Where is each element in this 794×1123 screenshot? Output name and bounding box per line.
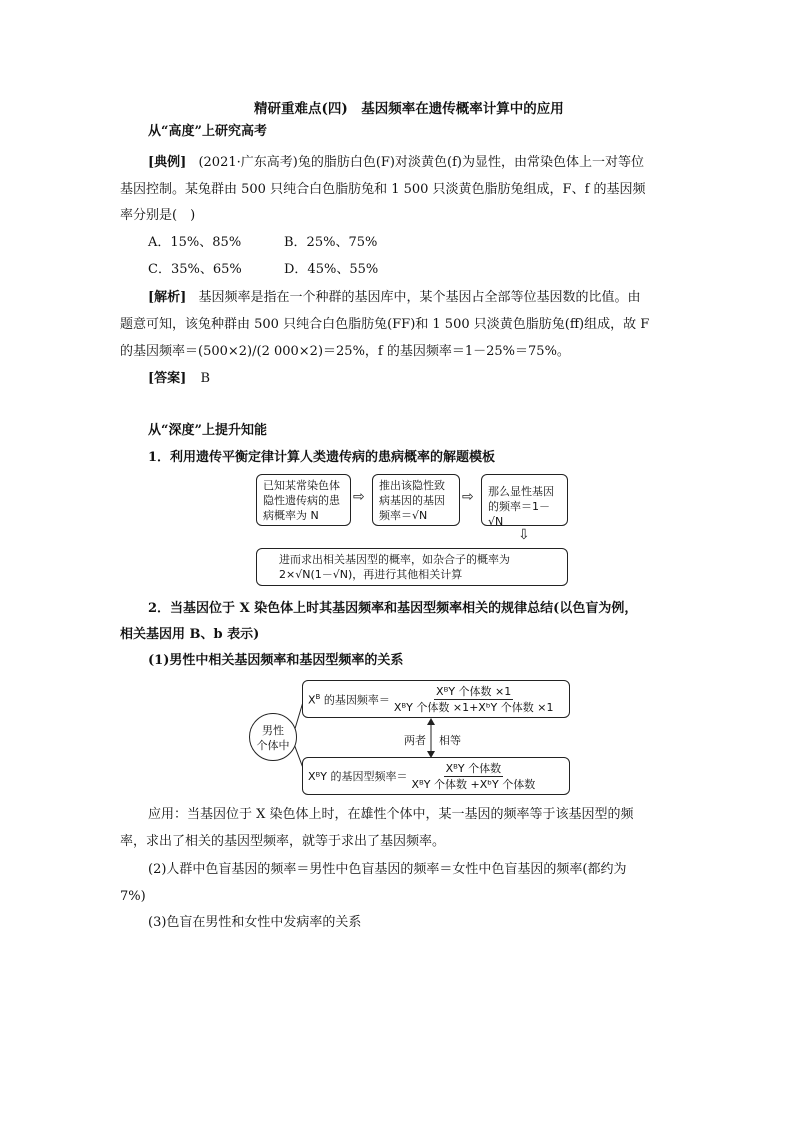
flow-box-1-line-1: 已知某常染色体 [263,479,340,492]
genotype-frequency-fraction [410,761,538,792]
example-tag: [典例] [148,155,187,170]
flow-box-2-line-3: 频率＝√N [379,509,428,522]
application-line-2: 率，求出了相关的基因型频率，就等于求出了基因频率。 [120,834,446,849]
option-d: D．45%、55% [284,262,379,277]
flow-box-4 [256,548,568,586]
flow-arrow-right-1: ⇨ [353,489,365,505]
sub-heading-1: (1)男性中相关基因频率和基因型频率的关系 [148,653,404,668]
flow-box-1-line-3: 病概率为 N [263,509,319,522]
analysis-tag: [解析] [148,290,187,305]
analysis-line-1 [148,289,640,307]
option-c: C．35%、65% [148,262,242,277]
example-source: (2021·广东高考) [198,155,298,170]
application-line-1: 应用：当基因位于 X 染色体上时，在雄性个体中，某一基因的频率等于该基因型的频 [148,807,634,822]
flow-box-1 [256,474,351,526]
flow-box-3-line-1: 那么显性基因 [488,485,554,498]
gene-frequency-numerator: XᴮY 个体数 ×1 [436,684,512,698]
flow-box-4-line-1: 进而求出相关基因型的概率，如杂合子的概率为 [279,553,510,566]
equal-label-right: 相等 [439,734,461,747]
sub-heading-2-line-1: (2)人群中色盲基因的频率＝男性中色盲基因的频率＝女性中色盲基因的频率(都约为 [148,862,627,877]
section-heading-depth: 从“深度”上提升知能 [148,423,267,438]
example-text-1: 兔的脂肪白色(F)对淡黄色(f)为显性，由常染色体上一对等位 [297,155,644,170]
circle-line-1: 男性 [262,724,284,737]
example-line-1 [148,154,644,172]
genotype-frequency-denominator: XᴮY 个体数 +XᵇY 个体数 [411,777,536,791]
option-a: A．15%、85% [148,235,242,250]
flow-box-2 [372,474,460,526]
flow-box-2-line-1: 推出该隐性致 [379,479,445,492]
circle-line-2: 个体中 [256,739,290,752]
male-individuals-circle [249,713,297,761]
gene-frequency-box [302,680,570,718]
sub-heading-2-line-2: 7%) [120,889,146,904]
example-line-2: 基因控制。某兔群由 500 只纯合白色脂肪兔和 1 500 只淡黄色脂肪兔组成，F、f 的基因频 [120,182,646,197]
answer-value: B [200,371,211,386]
analysis-line-3: 的基因频率＝(500×2)/(2 000×2)＝25%，f 的基因频率＝1－25%＝75%。 [120,344,570,359]
point-2-line-2: 相关基因用 B、b 表示) [120,627,260,642]
flow-arrow-down: ⇩ [518,527,530,543]
section-heading-height: 从“高度”上研究高考 [148,124,267,139]
flow-box-4-line-2: 2×√N(1－√N)，再进行其他相关计算 [279,568,463,581]
genotype-frequency-numerator: XᴮY 个体数 [445,761,502,775]
point-2-line-1: 2．当基因位于 X 染色体上时其基因频率和基因型频率相关的规律总结(以色盲为例， [148,601,638,616]
flow-box-1-line-2: 隐性遗传病的患 [263,494,340,507]
option-b: B．25%、75% [284,235,378,250]
sub-heading-3: (3)色盲在男性和女性中发病率的关系 [148,915,362,930]
flow-box-3 [481,474,568,526]
example-line-3: 率分别是( ) [120,208,196,223]
answer-tag: [答案] [148,371,187,386]
genotype-frequency-box [302,757,570,795]
analysis-line-2: 题意可知，该兔种群由 500 只纯合白色脂肪兔(FF)和 1 500 只淡黄色脂肪兔(ff)组成，故 F [120,317,650,332]
gene-frequency-lhs: $X^B$ 的基因频率＝ [308,693,390,707]
page-title: 精研重难点(四) 基因频率在遗传概率计算中的应用 [254,101,564,117]
flow-box-3-line-2: 的频率＝1－√N [488,500,550,528]
equal-label-left: 两者 [404,734,426,747]
point-1-heading: 1．利用遗传平衡定律计算人类遗传病的患病概率的解题模板 [148,450,496,465]
genotype-frequency-lhs: XᴮY 的基因型频率＝ [308,769,408,783]
flow-box-2-line-2: 病基因的基因 [379,494,445,507]
flow-arrow-right-2: ⇨ [462,489,474,505]
answer-line [148,370,210,388]
gene-frequency-fraction [392,684,556,715]
gene-frequency-denominator: XᴮY 个体数 ×1+XᵇY 个体数 ×1 [393,700,554,714]
double-arrow-icon [425,718,437,758]
analysis-text-1: 基因频率是指在一个种群的基因库中，某个基因占全部等位基因数的比值。由 [198,290,641,305]
